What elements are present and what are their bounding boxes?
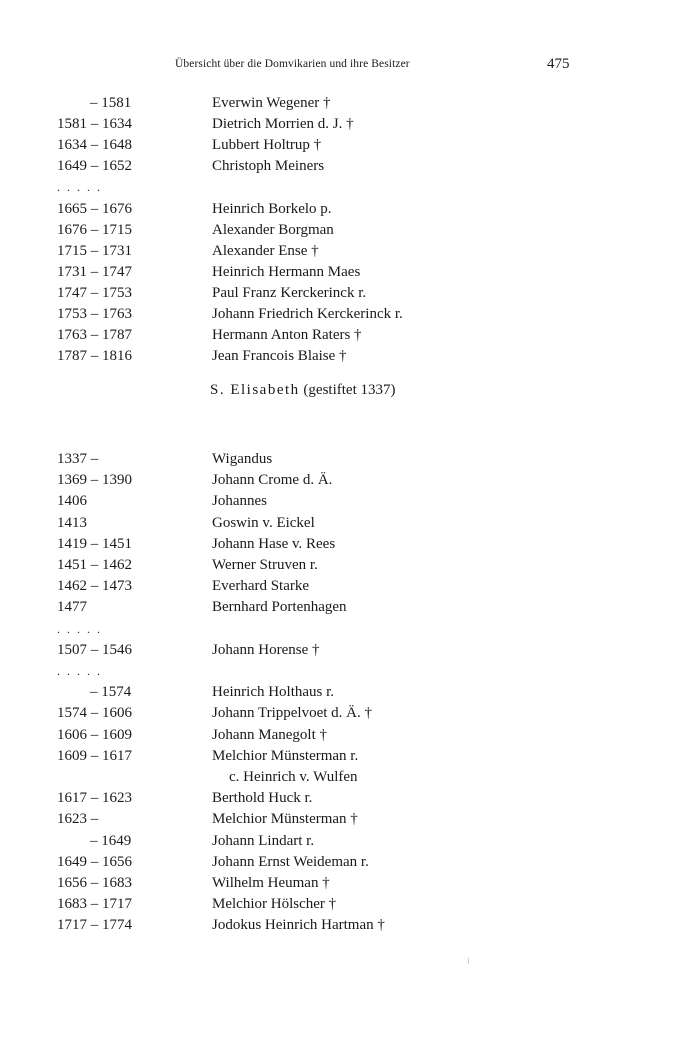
holder-name: Wilhelm Heuman † — [212, 875, 330, 891]
holder-name: Alexander Ense † — [212, 242, 319, 259]
years: . . . . . — [57, 664, 102, 678]
holder-name: Johann Horense † — [212, 641, 320, 658]
holder-name: Jodokus Heinrich Hartman † — [212, 917, 385, 934]
years: 1715 – 1731 — [57, 242, 132, 259]
years: 1574 – 1606 — [57, 705, 132, 722]
years: 1419 – 1451 — [57, 535, 132, 552]
holder-name: Johann Trippelvoet d. Ä. † — [212, 705, 373, 722]
years: 1763 – 1787 — [57, 327, 132, 344]
years: 1581 – 1634 — [57, 116, 132, 133]
running-head: Übersicht über die Domvikarien und ihre Besitzer — [175, 58, 410, 70]
holder-name: Johann Friedrich Kerckerinck r. — [212, 306, 403, 322]
holder-name: Jean Francois Blaise † — [212, 348, 347, 365]
years: 1747 – 1753 — [57, 284, 132, 301]
years: – 1649 — [90, 832, 132, 849]
years: 1507 – 1546 — [57, 641, 132, 658]
scan-mark — [468, 958, 469, 964]
holder-name: Berthold Huck r. — [212, 790, 313, 807]
years: . . . . . — [57, 180, 102, 195]
holder-name: Werner Struven r. — [212, 557, 318, 573]
years: 1606 – 1609 — [57, 726, 132, 743]
holder-name: Johann Manegolt † — [212, 726, 327, 743]
section-note: (gestiftet 1337) — [303, 382, 396, 398]
years: 1683 – 1717 — [57, 896, 132, 913]
years: 1451 – 1462 — [57, 557, 132, 573]
holder-name: Christoph Meiners — [212, 158, 325, 175]
page-number: 475 — [547, 56, 570, 72]
holder-name: Heinrich Borkelo p. — [212, 200, 332, 217]
holder-name: Heinrich Hermann Maes — [212, 263, 361, 280]
holder-name: Johann Ernst Weideman r. — [212, 853, 369, 870]
holder-name: Melchior Hölscher † — [212, 896, 337, 913]
holder-name: Melchior Münsterman r. — [212, 747, 359, 764]
years: 1634 – 1648 — [57, 137, 132, 154]
holder-name: Johannes — [212, 493, 267, 510]
years: – 1574 — [90, 684, 132, 701]
years: 1649 – 1656 — [57, 853, 132, 870]
holder-name: Johann Hase v. Rees — [212, 535, 336, 552]
section-title: S. Elisabeth — [210, 382, 300, 398]
holder-name: c. Heinrich v. Wulfen — [229, 769, 358, 785]
years: 1665 – 1676 — [57, 200, 132, 217]
years: 1787 – 1816 — [57, 348, 132, 365]
holder-name: Heinrich Holthaus r. — [212, 684, 335, 701]
holder-name: Goswin v. Eickel — [212, 514, 315, 531]
years: 1623 – — [57, 811, 99, 828]
section-heading — [210, 380, 395, 401]
holder-name: Johann Lindart r. — [212, 832, 315, 849]
holder-name: Bernhard Portenhagen — [212, 599, 347, 616]
holder-name: Paul Franz Kerckerinck r. — [212, 284, 367, 301]
holder-name: Everwin Wegener † — [212, 95, 331, 111]
holder-name: Melchior Münsterman † — [212, 811, 358, 828]
holder-name: Wigandus — [212, 451, 273, 467]
years: 1731 – 1747 — [57, 263, 132, 280]
holder-name: Johann Crome d. Ä. — [212, 472, 333, 489]
years: 1609 – 1617 — [57, 747, 132, 764]
years: 1649 – 1652 — [57, 158, 132, 175]
holder-name: Lubbert Holtrup † — [212, 137, 322, 154]
years: 1413 — [57, 514, 87, 531]
years: 1717 – 1774 — [57, 917, 132, 934]
years: 1656 – 1683 — [57, 875, 132, 891]
years: – 1581 — [90, 95, 132, 111]
holder-name: Alexander Borgman — [212, 221, 334, 238]
holder-name: Everhard Starke — [212, 578, 310, 595]
years: 1462 – 1473 — [57, 578, 132, 595]
years: 1477 — [57, 599, 87, 616]
holder-name: Hermann Anton Raters † — [212, 327, 362, 344]
years: . . . . . — [57, 621, 102, 636]
years: 1753 – 1763 — [57, 306, 132, 322]
years: 1617 – 1623 — [57, 790, 132, 807]
holder-name: Dietrich Morrien d. J. † — [212, 116, 354, 133]
years: 1406 — [57, 493, 87, 510]
years: 1337 – — [57, 451, 99, 467]
years: 1676 – 1715 — [57, 221, 132, 238]
years: 1369 – 1390 — [57, 472, 132, 489]
